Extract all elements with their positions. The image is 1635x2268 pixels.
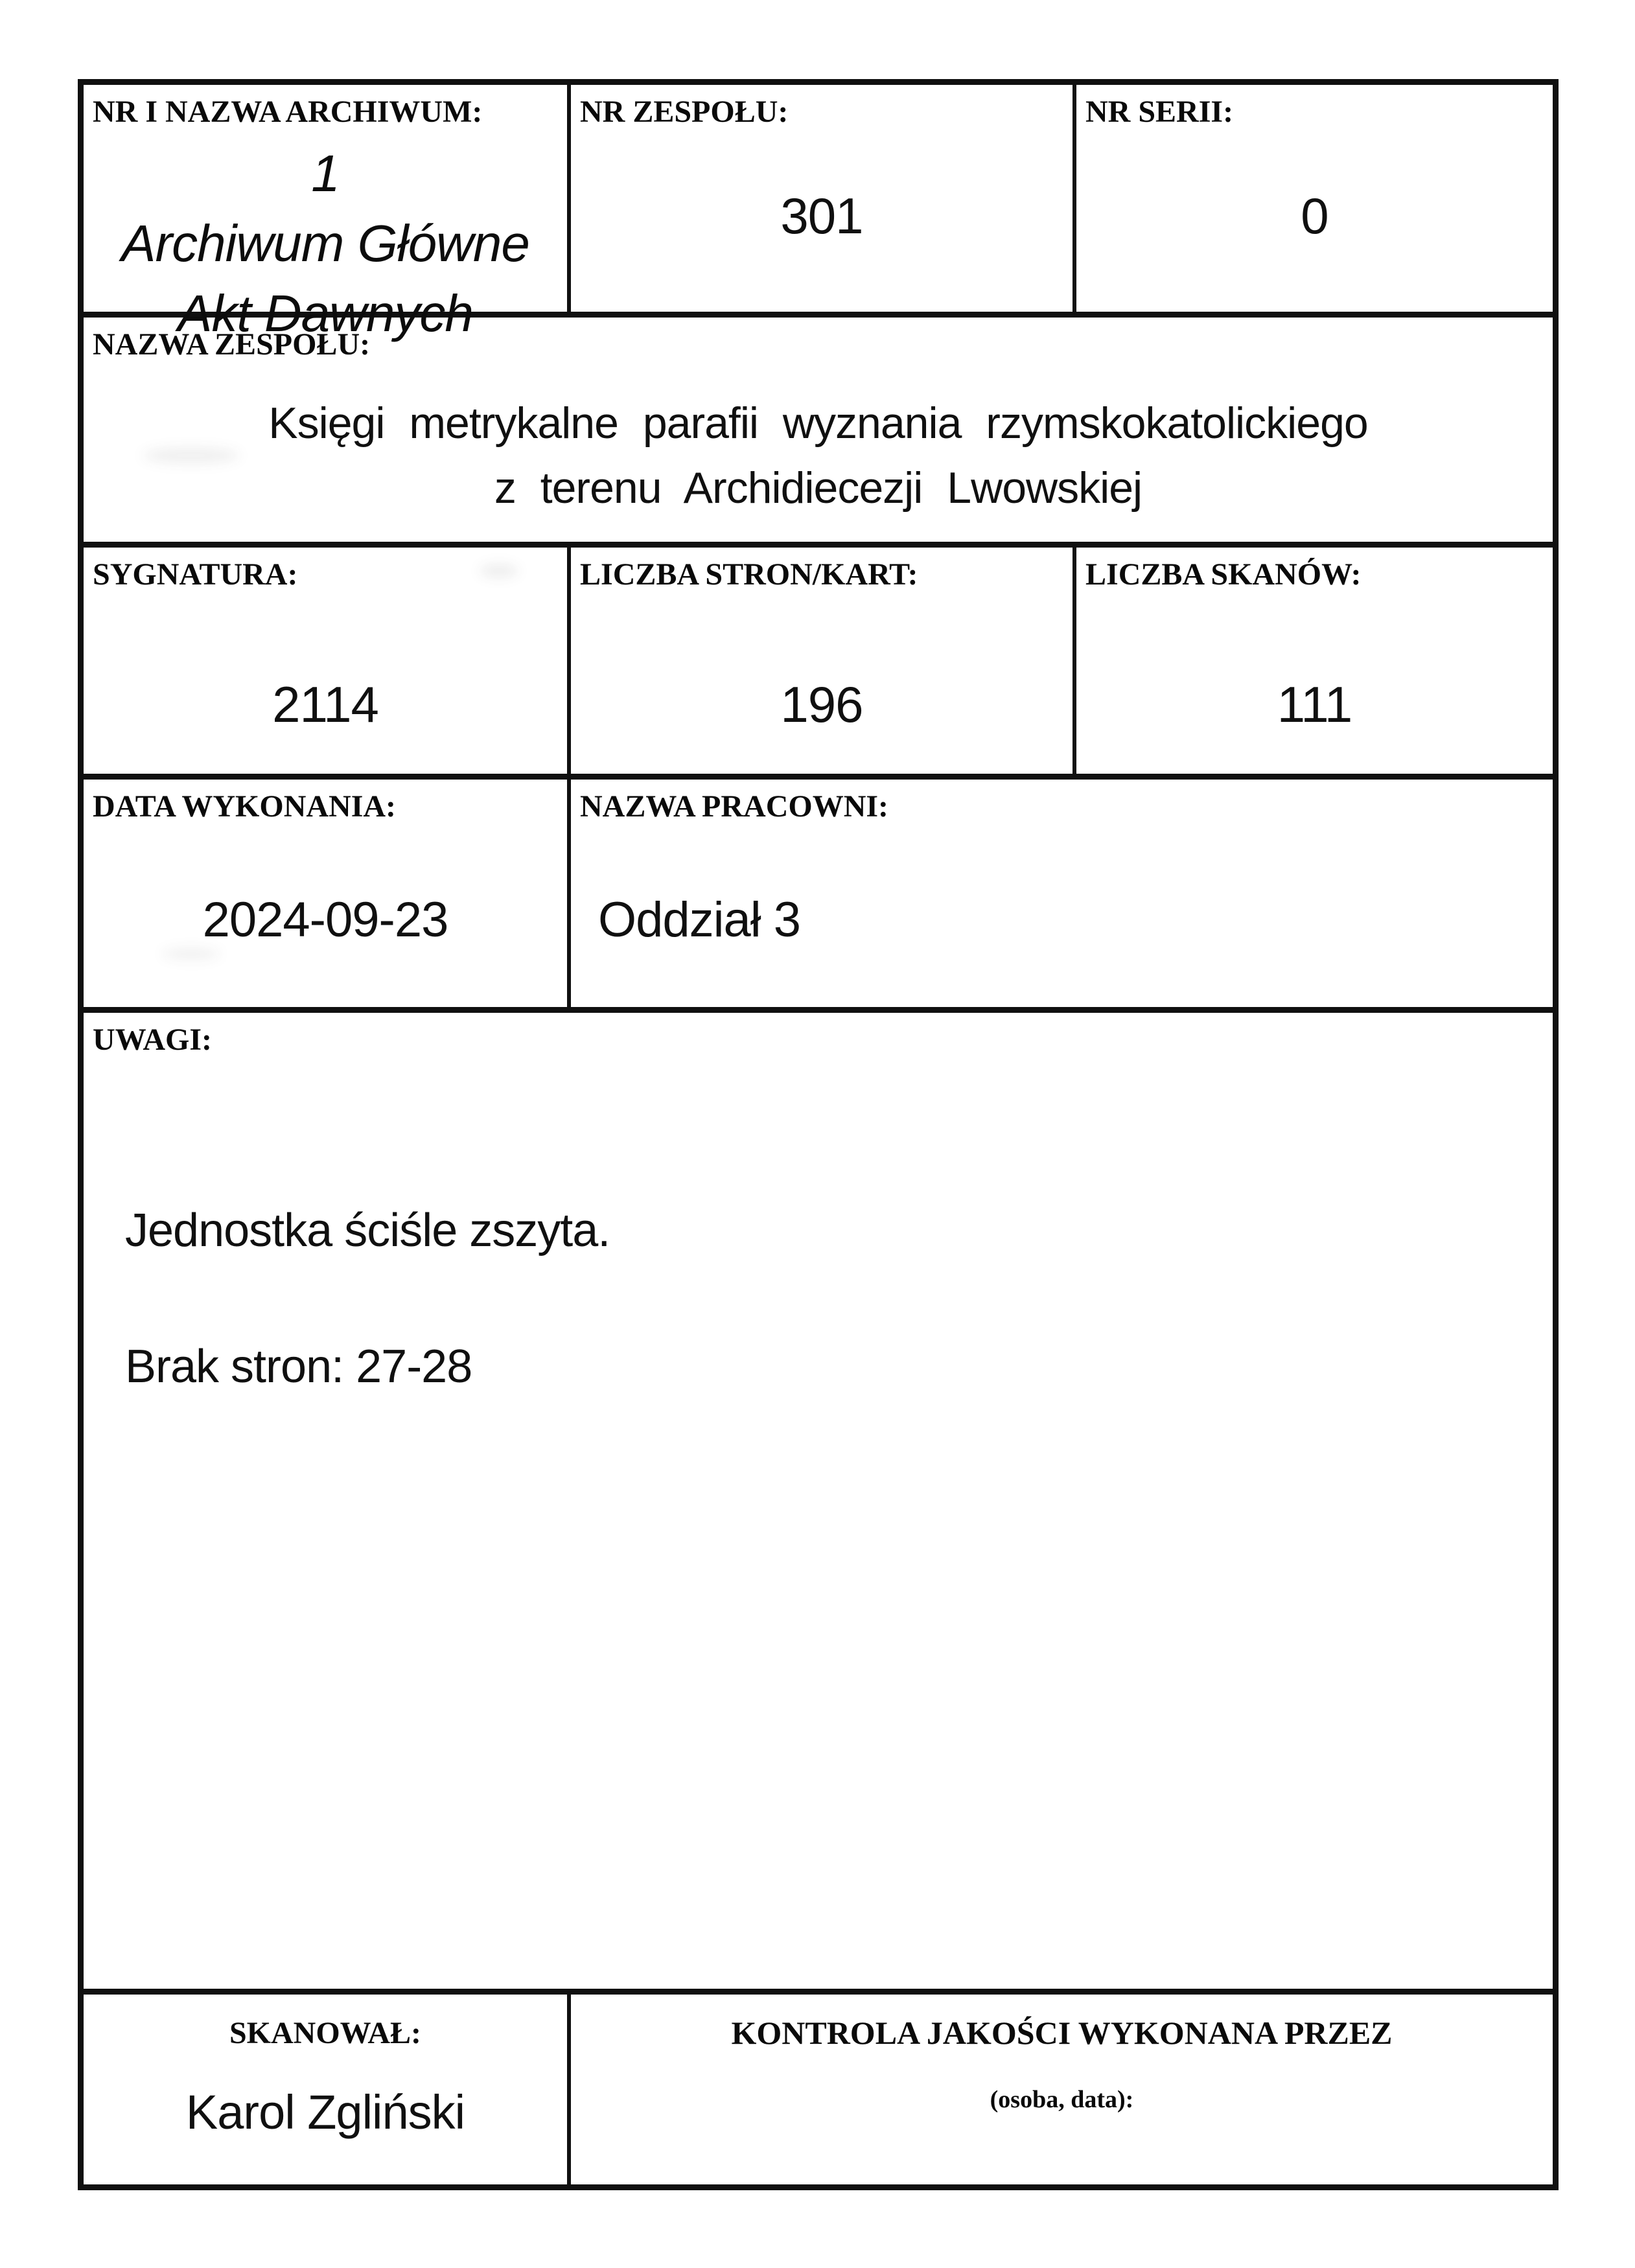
fonds-number-value: 301 (780, 187, 863, 244)
archive-name-line1: Archiwum Główne (121, 214, 529, 272)
archive-name-line2: Akt Dawnych (178, 284, 473, 342)
cell-scans-count (1076, 548, 1553, 774)
fonds-name-line1: Księgi metrykalne parafii wyznania rzymskokatolickiego (268, 398, 1368, 448)
scan-date-label: DATA WYKONANIA: (93, 789, 397, 824)
cell-scanned-by (84, 1995, 571, 2184)
cell-fonds-number (571, 85, 1076, 312)
remarks-label: UWAGI: (93, 1023, 213, 1057)
cell-archive-name (84, 85, 571, 342)
row-remarks (84, 1013, 1553, 1995)
remarks-note2: Brak stron: 27-28 (125, 1340, 472, 1393)
row-archive-identifiers (84, 85, 1553, 342)
archive-number: 1 (311, 144, 340, 202)
remarks-note1: Jednostka ściśle zszyta. (125, 1204, 610, 1256)
cell-scan-date (84, 780, 571, 1007)
series-number-label: NR SERII: (1085, 95, 1234, 129)
quality-control-sublabel: (osoba, data): (990, 2086, 1134, 2113)
fonds-number-label: NR ZESPOŁU: (580, 95, 789, 129)
fonds-name-line2: z terenu Archidiecezji Lwowskiej (494, 463, 1142, 513)
row-fonds-name (84, 318, 1553, 548)
signature-value: 2114 (272, 675, 378, 733)
pages-count-label: LICZBA STRON/KART: (580, 557, 918, 592)
workshop-value: Oddział 3 (598, 892, 801, 947)
fonds-name-label: NAZWA ZESPOŁU: (93, 327, 371, 362)
scan-date-value: 2024-09-23 (202, 892, 448, 947)
cell-signature (84, 548, 571, 774)
scans-count-value: 111 (1277, 675, 1352, 733)
cell-fonds-name (84, 318, 1553, 542)
archive-metadata-table (78, 79, 1559, 2190)
cell-series-number (1076, 85, 1553, 312)
cell-workshop (571, 780, 1553, 1007)
cell-quality-control (571, 1995, 1553, 2184)
fonds-name-value (84, 391, 1553, 520)
quality-control-label: KONTROLA JAKOŚCI WYKONANA PRZEZ (731, 2015, 1393, 2051)
series-number-value: 0 (1301, 187, 1328, 244)
scanned-by-label: SKANOWAŁ: (229, 2016, 422, 2050)
cell-pages-count (571, 548, 1076, 774)
scans-count-label: LICZBA SKANÓW: (1085, 557, 1362, 592)
row-date-workshop (84, 780, 1553, 1013)
row-counts (84, 548, 1553, 780)
workshop-label: NAZWA PRACOWNI: (580, 789, 889, 824)
cell-remarks (84, 1013, 1553, 1989)
pages-count-value: 196 (780, 675, 863, 733)
scanned-by-value: Karol Zgliński (185, 2085, 465, 2139)
row-signatures (84, 1995, 1553, 2184)
archive-name-label: NR I NAZWA ARCHIWUM: (93, 95, 483, 129)
signature-label: SYGNATURA: (93, 557, 298, 592)
